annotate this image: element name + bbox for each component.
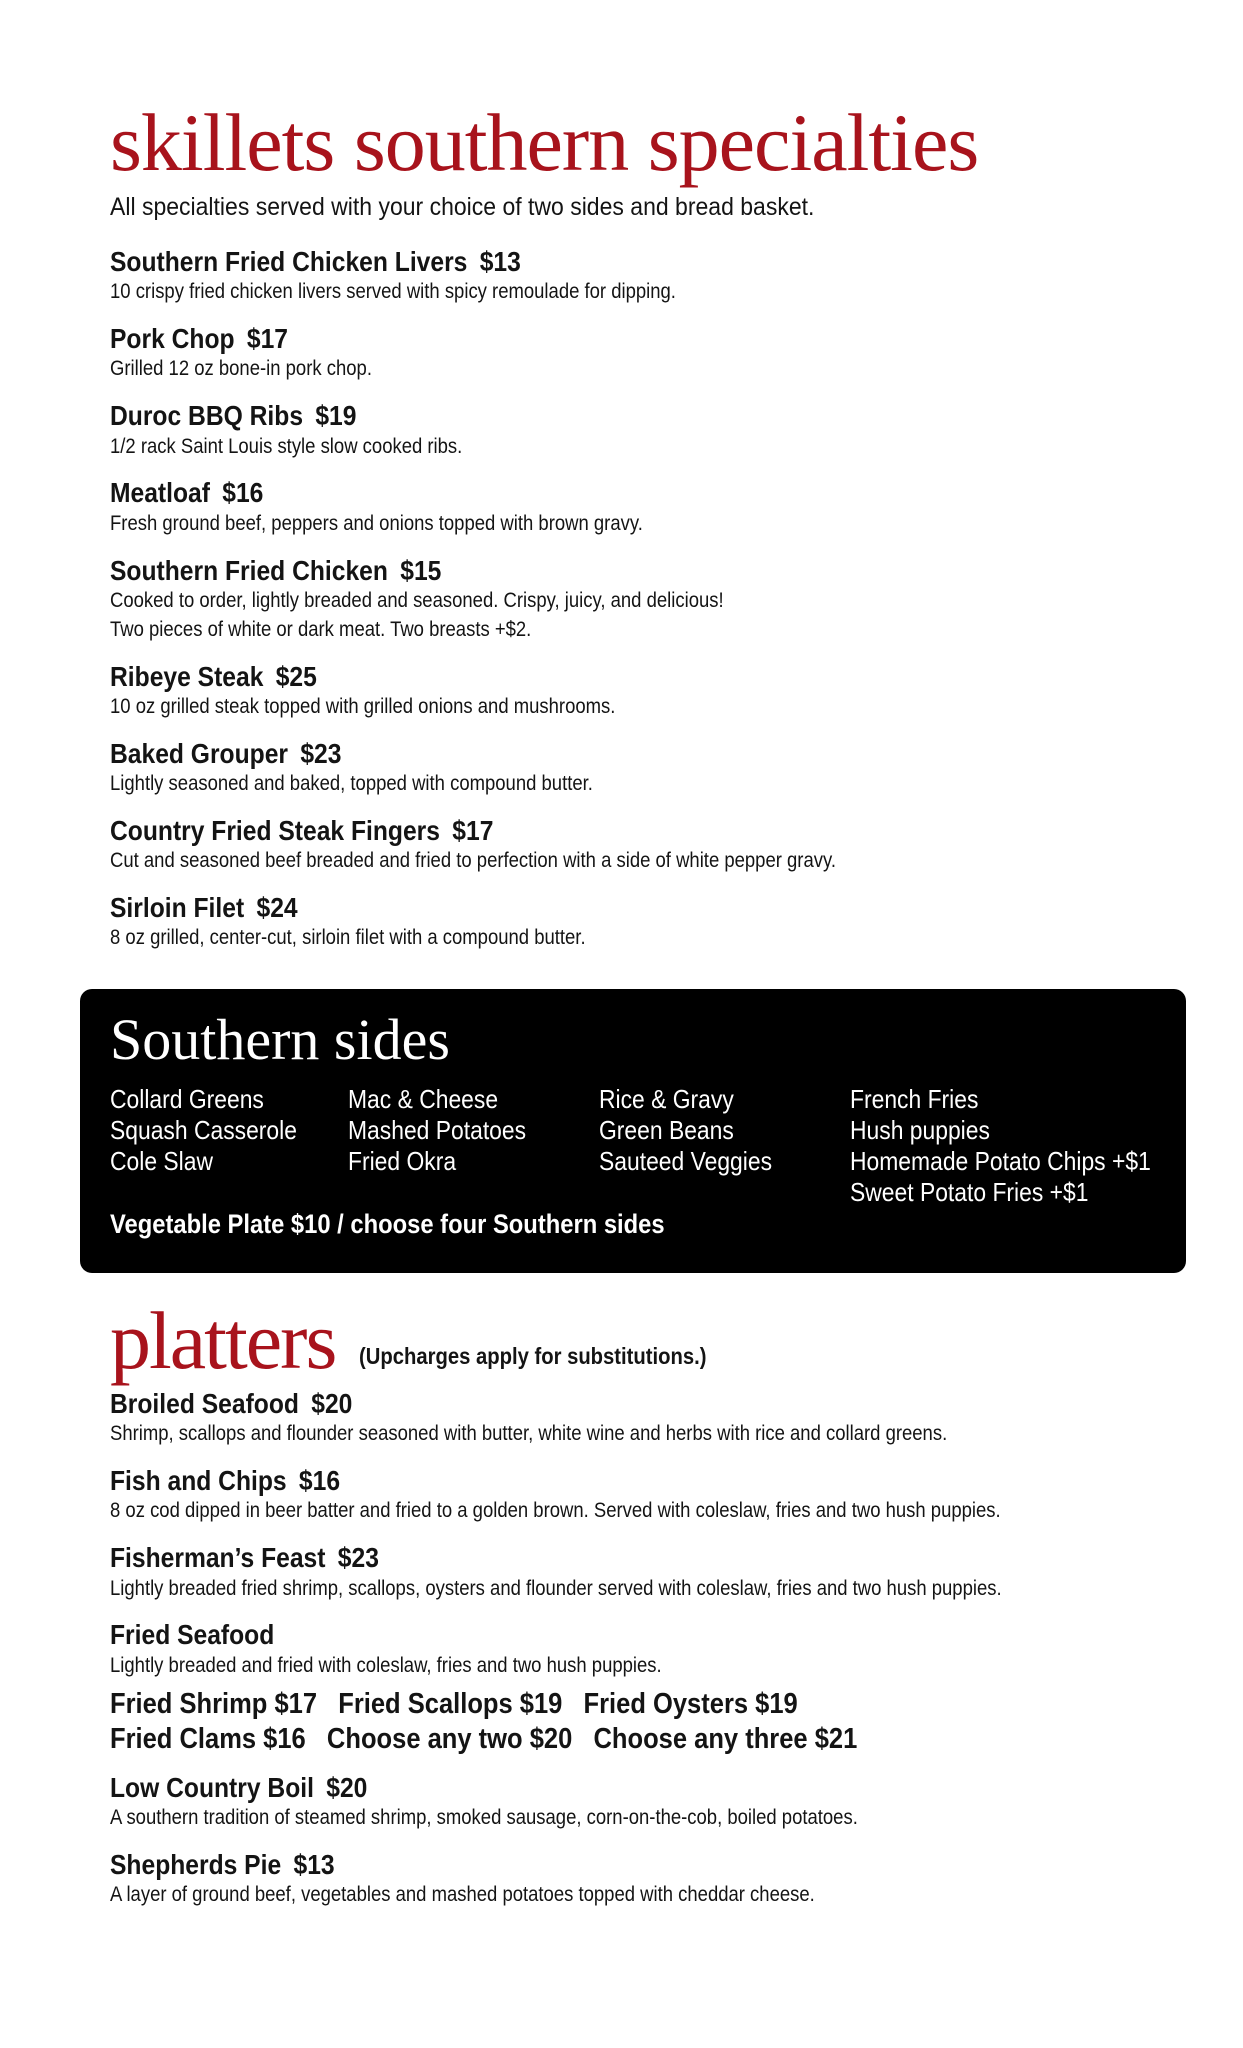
- item-name: Meatloaf: [110, 477, 210, 509]
- vegetable-plate-offer: Vegetable Plate $10 / choose four Southern sides: [110, 1209, 665, 1239]
- item-description: A layer of ground beef, vegetables and mashed potatoes topped with cheddar cheese.: [110, 1883, 815, 1907]
- menu-item: [110, 1849, 1210, 1910]
- item-name: Baked Grouper: [110, 737, 289, 769]
- side-item: Collard Greens: [110, 1084, 264, 1114]
- option-price: Fried Clams $16: [110, 1723, 306, 1756]
- platters-note: (Upcharges apply for substitutions.): [359, 1343, 707, 1369]
- item-description: A southern tradition of steamed shrimp, smoked sausage, corn-on-the-cob, boiled potatoes.: [110, 1806, 858, 1830]
- item-description: 10 crispy fried chicken livers served with spicy remoulade for dipping.: [110, 280, 676, 304]
- item-name: Fried Seafood: [110, 1619, 275, 1651]
- side-item: Green Beans: [599, 1115, 734, 1145]
- item-description: Lightly breaded fried shrimp, scallops, oysters and flounder served with coleslaw, fries and two hush puppies.: [110, 1576, 1002, 1600]
- item-description: Lightly breaded and fried with coleslaw, fries and two hush puppies.: [110, 1653, 662, 1677]
- side-item: Fried Okra: [348, 1146, 457, 1176]
- side-item: Cole Slaw: [110, 1146, 214, 1176]
- item-price: $16: [222, 477, 264, 509]
- item-description: Shrimp, scallops and flounder seasoned with butter, white wine and herbs with rice and collard greens.: [110, 1422, 948, 1446]
- item-name: Sirloin Filet: [110, 892, 245, 924]
- item-description: Lightly seasoned and baked, topped with compound butter.: [110, 772, 593, 796]
- side-item: Hush puppies: [850, 1115, 990, 1145]
- side-item: Mashed Potatoes: [348, 1115, 527, 1145]
- menu-item: [110, 323, 1160, 384]
- item-price: $17: [246, 323, 289, 355]
- item-price: $13: [479, 246, 521, 277]
- menu-item: [110, 477, 1160, 538]
- option-price: Choose any three $21: [593, 1723, 858, 1756]
- item-price: $25: [275, 660, 317, 692]
- platters-title: platters: [110, 1295, 336, 1386]
- item-name: Pork Chop: [110, 323, 235, 355]
- item-price: $20: [326, 1771, 368, 1803]
- item-price: $24: [256, 892, 298, 924]
- item-name: Broiled Seafood: [110, 1388, 299, 1419]
- menu-item: [110, 1465, 1210, 1526]
- menu-item: [110, 815, 1160, 876]
- item-price: $23: [337, 1542, 379, 1574]
- item-name: Fisherman’s Feast: [110, 1542, 326, 1574]
- item-description: 10 oz grilled steak topped with grilled onions and mushrooms.: [110, 694, 616, 718]
- fried-seafood-options: [110, 1687, 1210, 1758]
- specialties-section: [110, 97, 1160, 969]
- menu-item: [110, 1772, 1210, 1833]
- item-description: 8 oz grilled, center-cut, sirloin filet with a compound butter.: [110, 926, 586, 950]
- item-name: Low Country Boil: [110, 1771, 314, 1803]
- item-name: Shepherds Pie: [110, 1849, 282, 1881]
- southern-sides-panel: [80, 989, 1186, 1273]
- item-description: Fresh ground beef, peppers and onions topped with brown gravy.: [110, 511, 643, 535]
- item-name: Fish and Chips: [110, 1465, 287, 1497]
- item-name: Southern Fried Chicken: [110, 554, 388, 586]
- item-description: 8 oz cod dipped in beer batter and fried to a golden brown. Served with coleslaw, fries and two hush puppies.: [110, 1499, 1001, 1523]
- menu-item: [110, 892, 1160, 953]
- item-description: Grilled 12 oz bone-in pork chop.: [110, 357, 372, 381]
- side-item: Homemade Potato Chips +$1: [850, 1146, 1151, 1176]
- specialties-list: [110, 246, 1160, 953]
- menu-item: [110, 246, 1160, 307]
- menu-item: [110, 400, 1160, 461]
- menu-item: [110, 1619, 1210, 1680]
- sides-title: Southern sides: [110, 1007, 450, 1072]
- item-description: Cooked to order, lightly breaded and seasoned. Crispy, juicy, and delicious! Two pieces of white or dark meat. Two breasts +$2.: [110, 588, 724, 641]
- side-item: Squash Casserole: [110, 1115, 297, 1145]
- option-price: Choose any two $20: [326, 1723, 573, 1756]
- item-price: $17: [452, 815, 494, 847]
- platters-list: [110, 1388, 1210, 1910]
- item-description: Cut and seasoned beef breaded and fried to perfection with a side of white pepper gravy.: [110, 849, 836, 873]
- sides-column: [599, 1084, 796, 1177]
- side-item: French Fries: [850, 1084, 979, 1114]
- side-item: Mac & Cheese: [348, 1084, 499, 1114]
- option-price: Fried Shrimp $17: [110, 1687, 318, 1720]
- sides-columns: [110, 1084, 1180, 1209]
- item-price: $13: [293, 1849, 335, 1881]
- sides-column: [110, 1084, 322, 1177]
- item-name: Ribeye Steak: [110, 660, 264, 692]
- options-line: [110, 1722, 1078, 1758]
- sides-column: [850, 1084, 1192, 1208]
- sides-column: [348, 1084, 550, 1177]
- menu-item: [110, 738, 1160, 799]
- platters-header: [110, 1295, 1210, 1386]
- item-name: Country Fried Steak Fingers: [110, 815, 440, 847]
- item-price: $23: [300, 737, 342, 769]
- item-description: 1/2 rack Saint Louis style slow cooked ribs.: [110, 434, 463, 458]
- side-item: Sauteed Veggies: [599, 1146, 773, 1176]
- item-price: $15: [400, 554, 442, 586]
- specialties-intro: All specialties served with your choice of two sides and bread basket.: [110, 193, 815, 221]
- platters-section: [110, 1295, 1210, 1926]
- menu-item: [110, 1388, 1210, 1449]
- option-price: Fried Oysters $19: [583, 1687, 798, 1720]
- item-price: $19: [315, 400, 357, 432]
- item-name: Southern Fried Chicken Livers: [110, 246, 468, 277]
- item-price: $20: [311, 1388, 353, 1419]
- menu-item: [110, 661, 1160, 722]
- side-item: Sweet Potato Fries +$1: [850, 1177, 1089, 1207]
- menu-item: [110, 1542, 1210, 1603]
- item-price: $16: [298, 1465, 341, 1497]
- option-price: Fried Scallops $19: [338, 1687, 563, 1720]
- specialties-title: skillets southern specialties: [110, 97, 979, 188]
- menu-item: [110, 555, 1160, 645]
- side-item: Rice & Gravy: [599, 1084, 734, 1114]
- item-name: Duroc BBQ Ribs: [110, 400, 304, 432]
- options-line: [110, 1687, 1078, 1723]
